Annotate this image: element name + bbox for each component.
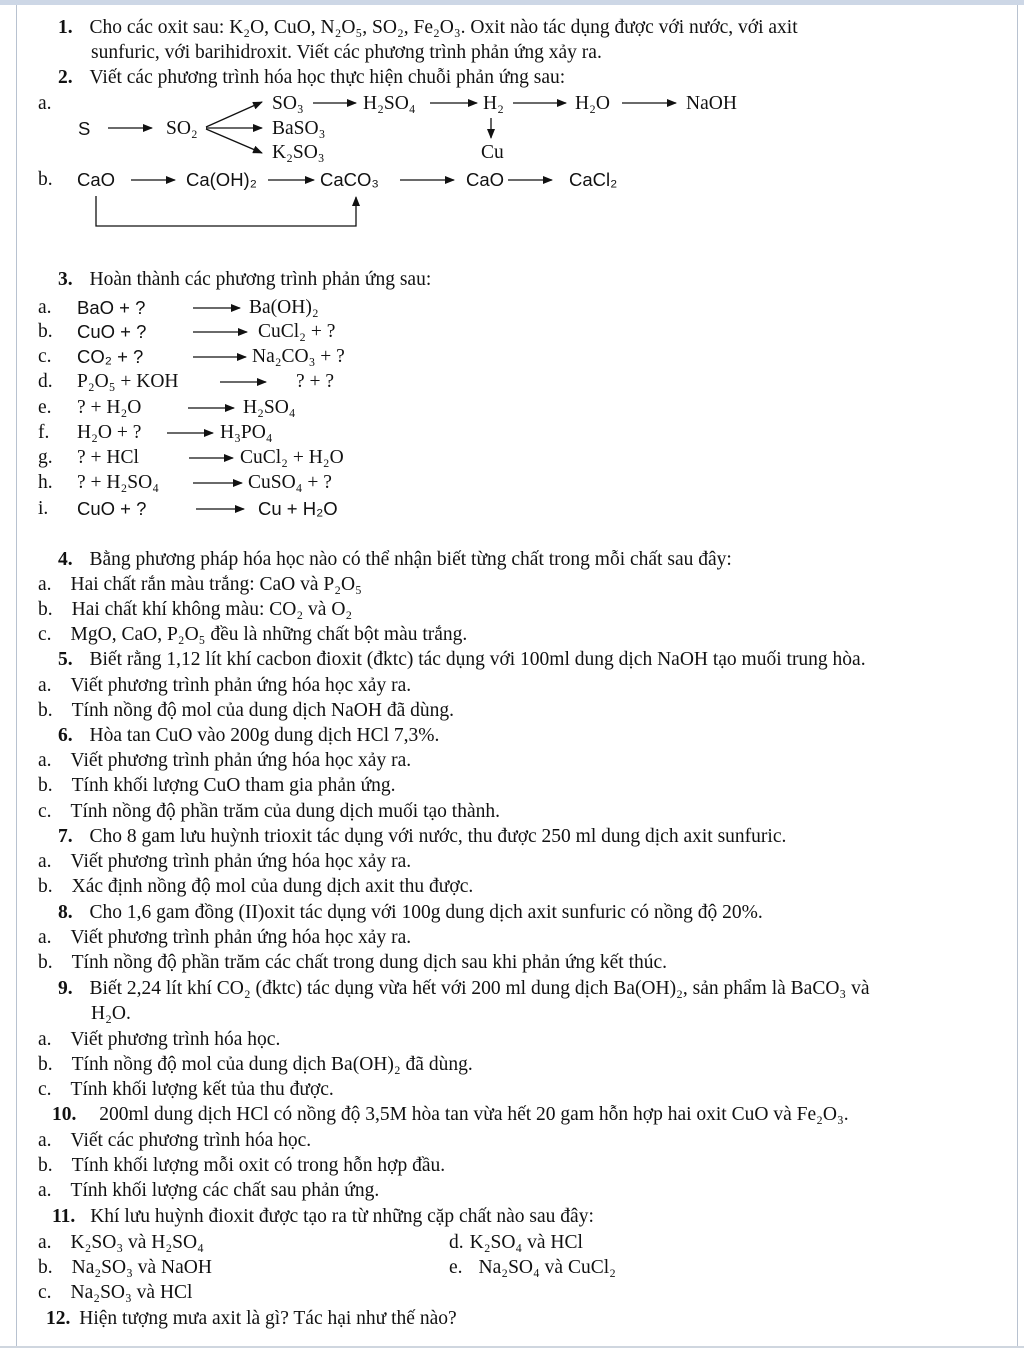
q3-d-label: d. <box>38 371 53 392</box>
q7-text: Cho 8 gam lưu huỳnh trioxit tác dụng với nước, thu được 250 ml dung dịch axit sunfuric. <box>89 826 787 847</box>
q8-text: Cho 1,6 gam đồng (II)oxit tác dụng với 100g dung dịch axit sunfuric có nồng độ 20%. <box>89 902 763 923</box>
q5-heading <box>58 648 866 672</box>
q4-a: a. Hai chất rắn màu trắng: CaO và P₂O₅ <box>38 574 362 595</box>
q3-i-left: CuO + ? <box>77 498 147 519</box>
q11-number: 11. <box>52 1206 76 1227</box>
q8-b: b. Tính nồng độ phần trăm các chất trong dung dịch sau khi phản ứng kết thúc. <box>38 952 668 973</box>
q11-text: Khí lưu huỳnh đioxit được tạo ra từ những cặp chất nào sau đây: <box>90 1206 594 1227</box>
q8-heading <box>58 901 763 925</box>
q10-text: 200ml dung dịch HCl có nồng độ 3,5M hòa tan vừa hết 20 gam hỗn hợp hai oxit CuO và Fe₂O₃. <box>99 1104 849 1125</box>
q3-e-left: ? + H₂O <box>77 397 142 418</box>
q9-b: b. Tính nồng độ mol của dung dịch Ba(OH)₂ đã dùng. <box>38 1054 473 1075</box>
chain-a-h2o: H₂O <box>575 93 610 114</box>
q6-number: 6. <box>58 725 73 746</box>
q6-text: Hòa tan CuO vào 200g dung dịch HCl 7,3%. <box>89 725 440 746</box>
q1-line1 <box>58 16 798 40</box>
q5-number: 5. <box>58 649 73 670</box>
chain-a-h2so4: H₂SO₄ <box>363 93 416 114</box>
q11-a: a. K₂SO₃ và H₂SO₄ <box>38 1232 204 1253</box>
q10-b: b. Tính khối lượng mỗi oxit có trong hỗn hợp đầu. <box>38 1155 446 1176</box>
q3-h-label: h. <box>38 472 53 493</box>
chain-a-cu: Cu <box>481 142 504 163</box>
q3-d-left: P₂O₅ + KOH <box>77 371 179 392</box>
q2-b-label: b. <box>38 169 53 190</box>
q1-number: 1. <box>58 17 73 38</box>
q4-heading <box>58 548 732 572</box>
q3-a-right: Ba(OH)₂ <box>249 297 319 318</box>
q10-c: a. Tính khối lượng các chất sau phản ứng. <box>38 1180 380 1201</box>
q8-a: a. Viết phương trình phản ứng hóa học xảy ra. <box>38 927 412 948</box>
q3-e-label: e. <box>38 397 52 418</box>
q9-c: c. Tính khối lượng kết tủa thu được. <box>38 1079 334 1100</box>
q3-d-right: ? + ? <box>296 371 335 392</box>
bottom-border <box>0 1346 1024 1348</box>
q12-number: 12. <box>46 1308 71 1329</box>
chain-a-naoh: NaOH <box>686 93 737 114</box>
q9-line2: H₂O. <box>91 1003 131 1024</box>
q11-heading <box>52 1205 594 1229</box>
q3-number: 3. <box>58 269 73 290</box>
q4-b: b. Hai chất khí không màu: CO₂ và O₂ <box>38 599 353 620</box>
q10-number: 10. <box>52 1104 77 1125</box>
q3-b-label: b. <box>38 321 53 342</box>
chain-a-so2: SO₂ <box>166 118 198 139</box>
q7-b: b. Xác định nồng độ mol của dung dịch axit thu được. <box>38 876 474 897</box>
q3-c-left: CO₂ + ? <box>77 346 144 367</box>
q6-c: c. Tính nồng độ phần trăm của dung dịch muối tạo thành. <box>38 801 500 822</box>
q3-f-right: H₃PO₄ <box>220 422 273 443</box>
q3-text: Hoàn thành các phương trình phản ứng sau: <box>89 269 432 290</box>
q11-c: c. Na₂SO₃ và HCl <box>38 1282 193 1303</box>
chain-a-so3: SO₃ <box>272 93 304 114</box>
q8-number: 8. <box>58 902 73 923</box>
q5-b: b. Tính nồng độ mol của dung dịch NaOH đã dùng. <box>38 700 454 721</box>
q4-number: 4. <box>58 549 73 570</box>
q2-text: Viết các phương trình hóa học thực hiện chuỗi phản ứng sau: <box>89 67 566 88</box>
q3-g-right: CuCl₂ + H₂O <box>240 447 344 468</box>
q2-a-label: a. <box>38 93 52 114</box>
q3-c-label: c. <box>38 346 52 367</box>
q3-heading <box>58 268 431 292</box>
q5-text: Biết rằng 1,12 lít khí cacbon đioxit (đktc) tác dụng với 100ml dung dịch NaOH tạo muối trung hòa. <box>89 649 866 670</box>
q7-a: a. Viết phương trình phản ứng hóa học xảy ra. <box>38 851 412 872</box>
q3-b-left: CuO + ? <box>77 321 147 342</box>
q1-line2: sunfuric, với barihidroxit. Viết các phương trình phản ứng xảy ra. <box>91 42 602 63</box>
q3-f-label: f. <box>38 422 50 443</box>
chain-a-h2: H₂ <box>483 93 504 114</box>
q3-i-right: Cu + H₂O <box>258 498 338 519</box>
chain-b-cao: CaO <box>77 169 116 190</box>
q3-e-right: H₂SO₄ <box>243 397 296 418</box>
chain-b-caco3: CaCO₃ <box>320 169 379 190</box>
q11-e: e. Na₂SO₄ và CuCl₂ <box>449 1257 616 1278</box>
q10-a: a. Viết các phương trình hóa học. <box>38 1130 312 1151</box>
q6-heading <box>58 724 439 748</box>
q6-a: a. Viết phương trình phản ứng hóa học xảy ra. <box>38 750 412 771</box>
chain-b-cacl2: CaCl₂ <box>569 169 618 190</box>
q7-number: 7. <box>58 826 73 847</box>
chain-a-s: S <box>78 118 91 139</box>
q3-c-right: Na₂CO₃ + ? <box>252 346 345 367</box>
q5-a: a. Viết phương trình phản ứng hóa học xảy ra. <box>38 675 412 696</box>
q9-text: Biết 2,24 lít khí CO₂ (đktc) tác dụng vừa hết với 200 ml dung dịch Ba(OH)₂, sản phẩm là BaCO₃ và <box>89 978 870 999</box>
q10-heading <box>52 1103 849 1127</box>
chain-a-k2so3: K₂SO₃ <box>272 142 325 163</box>
q3-g-left: ? + HCl <box>77 447 139 468</box>
q3-g-label: g. <box>38 447 53 468</box>
q9-heading <box>58 977 869 1001</box>
q12-heading <box>46 1307 457 1331</box>
q4-text: Bằng phương pháp hóa học nào có thể nhận biết từng chất trong mỗi chất sau đây: <box>89 549 732 570</box>
q7-heading <box>58 825 786 849</box>
q1-text: Cho các oxit sau: K₂O, CuO, N₂O₅, SO₂, Fe₂O₃. Oxit nào tác dụng được với nước, với axit <box>89 17 798 38</box>
q3-b-right: CuCl₂ + ? <box>258 321 336 342</box>
q3-h-right: CuSO₄ + ? <box>248 472 332 493</box>
q3-i-label: i. <box>38 498 49 519</box>
q3-a-left: BaO + ? <box>77 297 146 318</box>
q11-d: d. K₂SO₄ và HCl <box>449 1232 583 1253</box>
q3-a-label: a. <box>38 297 52 318</box>
q9-a: a. Viết phương trình hóa học. <box>38 1029 281 1050</box>
q11-b: b. Na₂SO₃ và NaOH <box>38 1257 212 1278</box>
q2-heading <box>58 66 565 90</box>
q12-text: Hiện tượng mưa axit là gì? Tác hại như thế nào? <box>79 1308 457 1329</box>
q6-b: b. Tính khối lượng CuO tham gia phản ứng. <box>38 775 396 796</box>
chain-b-caoh2: Ca(OH)₂ <box>186 169 257 190</box>
q9-number: 9. <box>58 978 73 999</box>
q3-h-left: ? + H₂SO₄ <box>77 472 160 493</box>
q2-number: 2. <box>58 67 73 88</box>
q3-f-left: H₂O + ? <box>77 422 142 443</box>
q4-c: c. MgO, CaO, P₂O₅ đều là những chất bột màu trắng. <box>38 624 468 645</box>
chain-b-cao-2: CaO <box>466 169 505 190</box>
chain-a-baso3: BaSO₃ <box>272 118 326 139</box>
